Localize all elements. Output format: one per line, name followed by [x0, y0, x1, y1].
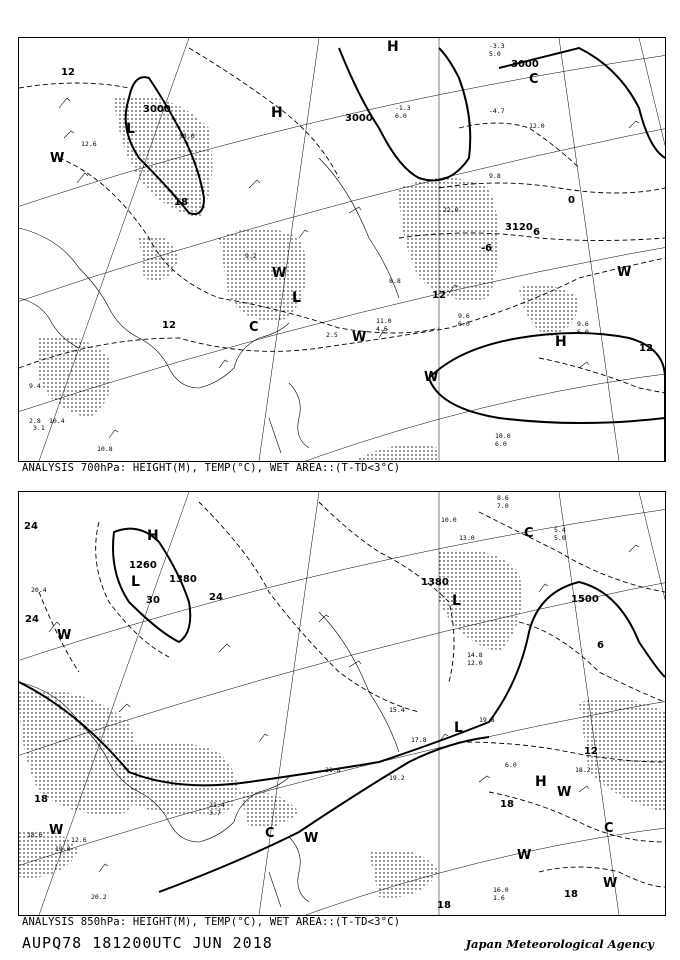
obs-value: 6.0	[505, 761, 517, 769]
height-contour-label: 1380	[421, 577, 449, 588]
temp-contour-label: -6	[481, 243, 493, 254]
graticule	[19, 492, 665, 915]
obs-value: 19.0	[55, 845, 71, 853]
warm-center-label: W	[603, 876, 618, 891]
temp-contour-label: 18	[564, 889, 578, 900]
temp-contour-label: 12	[584, 746, 598, 757]
obs-value: 6.0	[395, 112, 407, 120]
low-center-label: L	[292, 290, 301, 306]
height-contour-label: 1500	[571, 594, 599, 605]
high-center-label: H	[147, 528, 159, 544]
map-700hpa-canvas	[19, 38, 665, 461]
obs-value: 8.6	[497, 494, 509, 502]
temp-contour-label: 12	[61, 67, 75, 78]
height-contour-label: 3120	[505, 222, 533, 233]
obs-value: 1.6	[493, 894, 505, 902]
high-center-label: H	[535, 774, 547, 790]
temp-contour-label: 6	[597, 640, 604, 651]
chart-identifier: AUPQ78 181200UTC JUN 2018	[22, 934, 273, 952]
high-center-label: H	[387, 39, 399, 55]
obs-value: 22.0	[443, 206, 459, 214]
temp-contour-label: 12	[639, 343, 653, 354]
obs-value: 9.8	[489, 172, 501, 180]
obs-value: 11.0	[376, 317, 392, 325]
temp-contour-label: 18	[500, 799, 514, 810]
obs-value: 9.2	[245, 252, 257, 260]
obs-value: 9.6	[577, 320, 589, 328]
obs-value: 10.0	[495, 432, 511, 440]
temp-contour-label: 18	[437, 900, 451, 911]
height-contour-label: 3000	[345, 113, 373, 124]
height-contour-label: 3000	[511, 59, 539, 70]
agency-name: Japan Meteorological Agency	[465, 937, 654, 951]
temp-contour-label: 12	[162, 320, 176, 331]
obs-value: 12.0	[467, 659, 483, 667]
obs-value: 18.2	[575, 766, 591, 774]
wind-barbs	[49, 545, 639, 872]
obs-value: 9.6	[458, 312, 470, 320]
cold-center-label: C	[604, 821, 614, 836]
temp-contour-label: 6	[533, 227, 540, 238]
obs-value: 21.8	[325, 766, 341, 774]
low-center-label: L	[126, 121, 135, 137]
obs-value: 10.0	[441, 516, 457, 524]
obs-value: 2.8	[29, 417, 41, 425]
warm-center-label: W	[557, 785, 572, 800]
warm-center-label: W	[304, 831, 319, 846]
obs-value: 8.8	[389, 277, 401, 285]
low-center-label: L	[452, 593, 461, 609]
warm-center-label: W	[352, 330, 367, 345]
obs-value: -4.7	[489, 107, 505, 115]
wet-areas	[19, 550, 665, 898]
obs-value: 19.8	[479, 716, 495, 724]
obs-value: 10.8	[97, 445, 113, 453]
warm-center-label: W	[49, 823, 64, 838]
wet-areas	[39, 96, 579, 461]
warm-center-label: W	[424, 370, 439, 385]
obs-value: 13.0	[459, 534, 475, 542]
pressure-systems	[49, 526, 617, 891]
obs-value: -1.3	[395, 104, 411, 112]
temp-contour-label: 24	[209, 592, 223, 603]
obs-value: 21.4	[209, 801, 225, 809]
obs-value: 6.0	[577, 328, 589, 336]
height-contours	[19, 529, 665, 892]
obs-value: 14.8	[467, 651, 483, 659]
high-center-label: H	[271, 105, 283, 121]
obs-value: 5.0	[554, 534, 566, 542]
obs-value: 15.4	[389, 706, 405, 714]
obs-value: 12.6	[71, 836, 87, 844]
height-contour-label: 1260	[129, 560, 157, 571]
warm-center-label: W	[272, 266, 287, 281]
cold-center-label: C	[524, 526, 534, 541]
cold-center-label: C	[265, 826, 275, 841]
low-center-label: L	[131, 574, 140, 590]
caption-850hpa: ANALYSIS 850hPa: HEIGHT(M), TEMP(°C), WET AREA::(T-TD<3°C)	[22, 916, 401, 928]
obs-value: 3.1	[33, 424, 45, 432]
obs-value: 6.0	[495, 440, 507, 448]
obs-value: 12.0	[529, 122, 545, 130]
obs-value: 7.0	[497, 502, 509, 510]
obs-value: 4.5	[376, 325, 388, 333]
height-contour-label: 1380	[169, 574, 197, 585]
warm-center-label: W	[517, 848, 532, 863]
temp-contour-label: 24	[24, 521, 38, 532]
obs-value: 20.2	[91, 893, 107, 901]
analysis-700hpa-map	[18, 37, 666, 462]
temp-contour-label: 12	[432, 290, 446, 301]
obs-value: 20.4	[31, 586, 47, 594]
obs-value: 19.2	[389, 774, 405, 782]
warm-center-label: W	[57, 628, 72, 643]
obs-value: 16.0	[493, 886, 509, 894]
obs-value: 13.0	[179, 132, 195, 140]
obs-value: 5.4	[554, 526, 566, 534]
temp-contour-label: 30	[146, 595, 160, 606]
obs-value: 3.7	[209, 809, 221, 817]
obs-value: 18.6	[27, 831, 43, 839]
temp-contour-label: 18	[34, 794, 48, 805]
station-observations	[29, 42, 589, 453]
obs-value: 9.4	[29, 382, 41, 390]
high-center-label: H	[555, 334, 567, 350]
obs-value: 2.5	[326, 331, 338, 339]
warm-center-label: W	[50, 151, 65, 166]
obs-value: 12.6	[81, 140, 97, 148]
map-850hpa-canvas	[19, 492, 665, 915]
temp-contour-label: 18	[174, 197, 188, 208]
warm-center-label: W	[617, 265, 632, 280]
caption-700hpa: ANALYSIS 700hPa: HEIGHT(M), TEMP(°C), WET AREA::(T-TD<3°C)	[22, 462, 401, 474]
analysis-850hpa-map	[18, 491, 666, 916]
cold-center-label: C	[249, 320, 259, 335]
temp-contour-label: 0	[568, 195, 575, 206]
obs-value: -3.3	[489, 42, 505, 50]
height-contour-label: 3000	[143, 104, 171, 115]
obs-value: 10.4	[49, 417, 65, 425]
temp-contour-label: 24	[25, 614, 39, 625]
low-center-label: L	[454, 720, 463, 736]
cold-center-label: C	[529, 72, 539, 87]
obs-value: 6.0	[458, 320, 470, 328]
obs-value: 17.8	[411, 736, 427, 744]
obs-value: 5.0	[489, 50, 501, 58]
